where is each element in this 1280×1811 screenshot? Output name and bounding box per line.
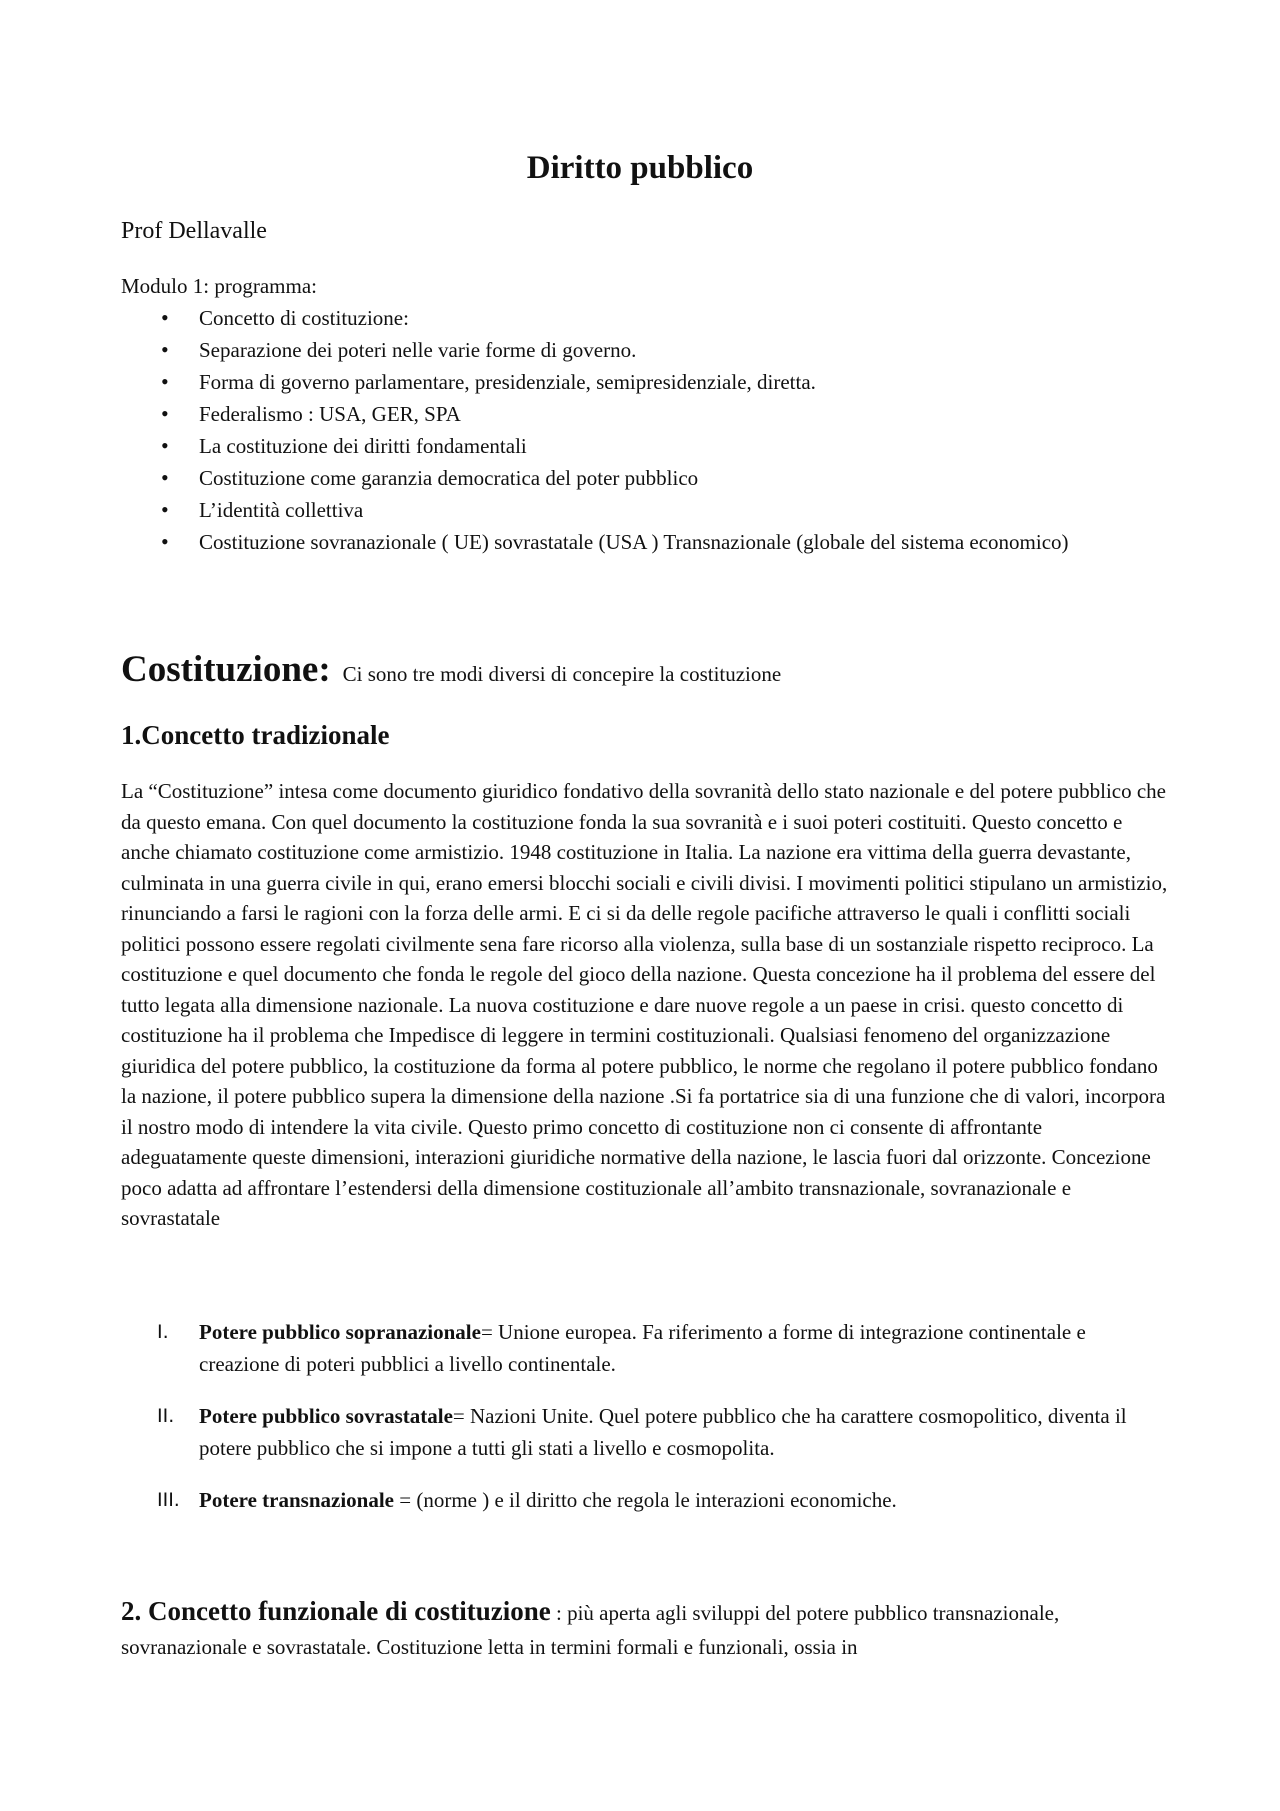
list-item: • Forma di governo parlamentare, presidenziale, semipresidenziale, diretta. bbox=[121, 366, 1081, 398]
module-line: Modulo 1: programma: bbox=[121, 274, 317, 298]
list-item: • Federalismo : USA, GER, SPA bbox=[121, 398, 1081, 430]
author-line: Prof Dellavalle bbox=[121, 218, 267, 244]
power-description: = Unione europea. Fa riferimento a forme di integrazione continentale e creazione di poteri pubblici a livello continentale. bbox=[199, 1320, 1086, 1376]
list-item bbox=[121, 1484, 1171, 1516]
list-numeral: II. bbox=[157, 1405, 175, 1427]
section-title: Costituzione: bbox=[121, 649, 331, 690]
list-item: • L’identità collettiva bbox=[121, 494, 1081, 526]
list-item bbox=[121, 1316, 1171, 1380]
power-term: Potere pubblico sopranazionale bbox=[199, 1320, 481, 1344]
section-intro: Ci sono tre modi diversi di concepire la costituzione bbox=[342, 662, 782, 686]
subsection-2-title: 2. Concetto funzionale di costituzione bbox=[121, 1596, 551, 1626]
subsection-2-text: : più aperta agli sviluppi del potere pubblico transnazionale, sovranazionale e sovrastatale. Costituzione letta in termini formali e funzionali, ossia in bbox=[121, 1601, 1060, 1659]
power-term: Potere transnazionale bbox=[199, 1488, 394, 1512]
power-term: Potere pubblico sovrastatale bbox=[199, 1404, 453, 1428]
list-numeral: III. bbox=[157, 1489, 180, 1511]
list-item: • Separazione dei poteri nelle varie forme di governo. bbox=[121, 334, 1081, 366]
program-list bbox=[121, 302, 1081, 558]
section-heading bbox=[121, 648, 781, 691]
list-numeral: I. bbox=[157, 1321, 169, 1343]
subsection-1-title: 1.Concetto tradizionale bbox=[121, 720, 390, 750]
subsection-2 bbox=[121, 1594, 1171, 1664]
power-types-list bbox=[121, 1316, 1171, 1536]
document-title: Diritto pubblico bbox=[526, 150, 754, 186]
power-description: = Nazioni Unite. Quel potere pubblico che ha carattere cosmopolitico, diventa il potere pubblico che si impone a tutti gli stati a livello e cosmopolita. bbox=[199, 1404, 1127, 1460]
list-item bbox=[121, 1400, 1171, 1464]
subsection-1-paragraph: La “Costituzione” intesa come documento giuridico fondativo della sovranità dello stato nazionale e del potere pubblico che da questo emana. Con quel documento la costituzione fonda la sua sovranità e i suoi poteri costituiti. Questo concetto e anche chiamato costituzione come armistizio. 1948 costituzione in Italia. La nazione era vittima della guerra devastante, culminata in una guerra civile in qui, erano emersi blocchi sociali e civili divisi. I movimenti politici stipulano un armistizio, rinunciando a farsi le ragioni con la forza delle armi. E ci si da delle regole pacifiche attraverso le quali i conflitti sociali politici possono essere regolati civilmente sena fare ricorso alla violenza, sulla base di un sostanziale rispetto reciproco. La costituzione e quel documento che fonda le regole del gioco della nazione. Questa concezione ha il problema del essere del tutto legata alla dimensione nazionale. La nuova costituzione e dare nuove regole a un paese in crisi. questo concetto di costituzione ha il problema che Impedisce di leggere in termini costituzionali. Qualsiasi fenomeno del organizzazione giuridica del potere pubblico, la costituzione da forma al potere pubblico, le norme che regolano il potere pubblico fondano la nazione, il potere pubblico supera la dimensione della nazione .Si fa portatrice sia di una funzione che di valori, incorpora il nostro modo di intendere la vita civile. Questo primo concetto di costituzione non ci consente di affrontante adeguatamente queste dimensioni, interazioni giuridiche normative della nazione, le lascia fuori dal orizzonte. Concezione poco adatta ad affrontare l’estendersi della dimensione costituzionale all’ambito transnazionale, sovranazionale e sovrastatale bbox=[121, 779, 1168, 1230]
list-item: • Concetto di costituzione: bbox=[121, 302, 1081, 334]
list-item: • La costituzione dei diritti fondamentali bbox=[121, 430, 1081, 462]
power-description: = (norme ) e il diritto che regola le interazioni economiche. bbox=[394, 1488, 897, 1512]
list-item: • Costituzione sovranazionale ( UE) sovrastatale (USA ) Transnazionale (globale del sistema economico) bbox=[121, 526, 1081, 558]
list-item: • Costituzione come garanzia democratica del poter pubblico bbox=[121, 462, 1081, 494]
